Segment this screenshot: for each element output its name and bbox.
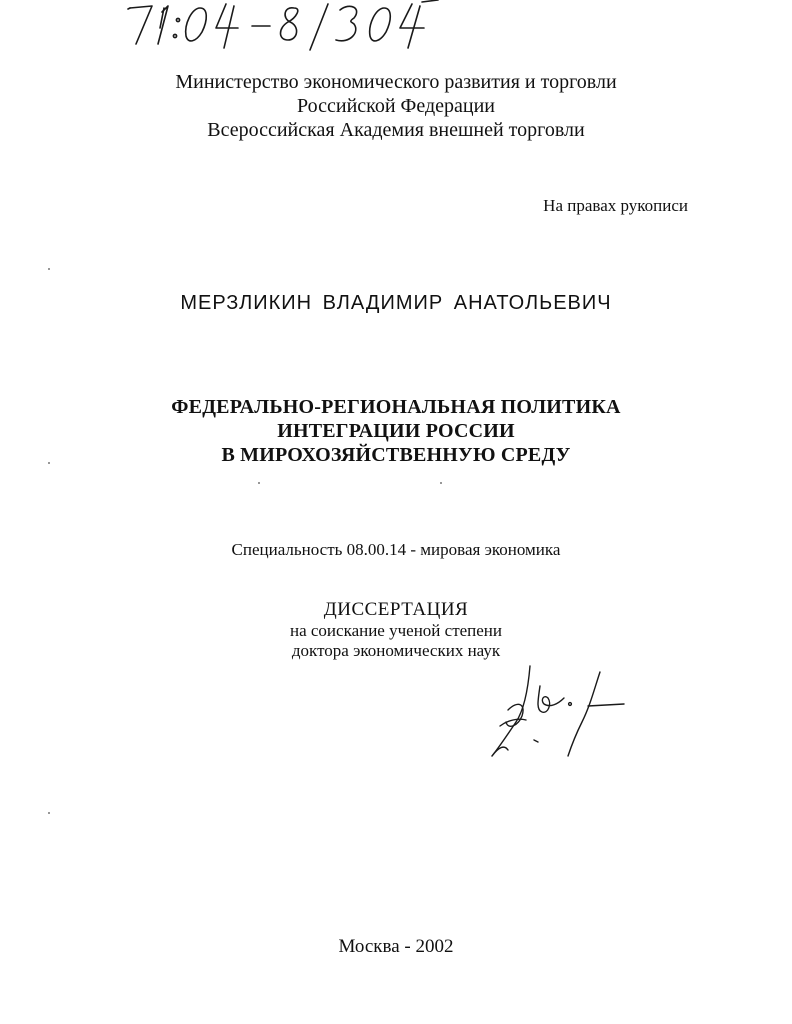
manuscript-rights-note: На правах рукописи [543,196,688,215]
degree-line-1: на соискание ученой степени [289,621,503,640]
thesis-title-line-2: ИНТЕГРАЦИИ РОССИИ [277,420,515,442]
paper-speck [48,268,50,270]
paper-speck [48,812,50,814]
signature-icon [478,660,638,770]
dissertation-block [0,599,792,661]
archive-code-handwritten [122,0,452,56]
author-name: МЕРЗЛИКИН ВЛАДИМИР АНАТОЛЬЕВИЧ [180,292,612,314]
thesis-title [0,395,792,467]
ministry-line-1: Министерство экономического развития и торговли [175,71,617,93]
thesis-title-line-3: В МИРОХОЗЯЙСТВЕННУЮ СРЕДУ [221,444,571,466]
specialty-line: Специальность 08.00.14 - мировая экономика [231,540,561,559]
dissertation-heading: ДИССЕРТАЦИЯ [323,599,469,620]
city-year: Москва - 2002 [338,936,454,957]
academy-name: Всероссийская Академия внешней торговли [207,119,585,141]
ministry-line-2: Российской Федерации [296,95,496,117]
archive-code-handwriting [122,0,452,56]
degree-line-2: доктора экономических наук [291,641,501,660]
paper-speck [440,482,442,484]
author-signature [478,660,638,770]
thesis-title-line-1: ФЕДЕРАЛЬНО-РЕГИОНАЛЬНАЯ ПОЛИТИКА [171,396,621,418]
ministry-header [0,70,792,142]
paper-speck [48,462,50,464]
paper-speck [258,482,260,484]
